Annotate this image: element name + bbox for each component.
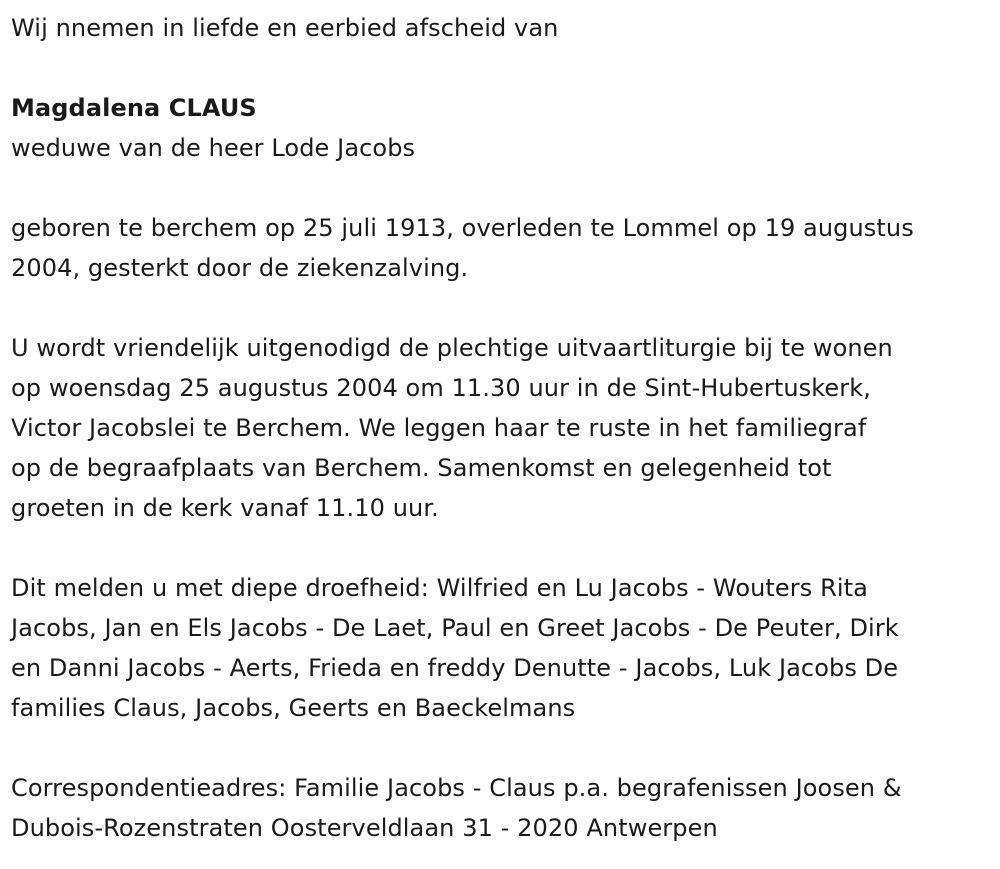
funeral-line: op woensdag 25 augustus 2004 om 11.30 uur in de Sint-Hubertuskerk, (11, 374, 871, 402)
funeral-line: Victor Jacobslei te Berchem. We leggen haar te ruste in het familiegraf (11, 414, 867, 442)
mourners-line: Jacobs, Jan en Els Jacobs - De Laet, Paul en Greet Jacobs - De Peuter, Dirk (11, 614, 899, 642)
correspondence-paragraph (11, 768, 990, 848)
birth-death-paragraph (11, 208, 990, 288)
correspondence-line: Dubois-Rozenstraten Oosterveldlaan 31 - 2020 Antwerpen (11, 814, 718, 842)
funeral-line: groeten in de kerk vanaf 11.10 uur. (11, 494, 439, 522)
mourners-paragraph (11, 568, 990, 728)
deceased-relation: weduwe van de heer Lode Jacobs (11, 134, 416, 162)
intro-text: Wij nnemen in liefde en eerbied afscheid van (11, 14, 559, 42)
birth-death-line: geboren te berchem op 25 juli 1913, overleden te Lommel op 19 augustus (11, 214, 914, 242)
deceased-name: Magdalena CLAUS (11, 94, 257, 122)
funeral-line: op de begraafplaats van Berchem. Samenkomst en gelegenheid tot (11, 454, 832, 482)
mourners-line: families Claus, Jacobs, Geerts en Baeckelmans (11, 694, 576, 722)
funeral-paragraph (11, 328, 990, 528)
funeral-line: U wordt vriendelijk uitgenodigd de plechtige uitvaartliturgie bij te wonen (11, 334, 893, 362)
mourners-line: Dit melden u met diepe droefheid: Wilfried en Lu Jacobs - Wouters Rita (11, 574, 868, 602)
mourners-line: en Danni Jacobs - Aerts, Frieda en freddy Denutte - Jacobs, Luk Jacobs De (11, 654, 899, 682)
correspondence-line: Correspondentieadres: Familie Jacobs - Claus p.a. begrafenissen Joosen & (11, 774, 902, 802)
birth-death-line: 2004, gesterkt door de ziekenzalving. (11, 254, 469, 282)
